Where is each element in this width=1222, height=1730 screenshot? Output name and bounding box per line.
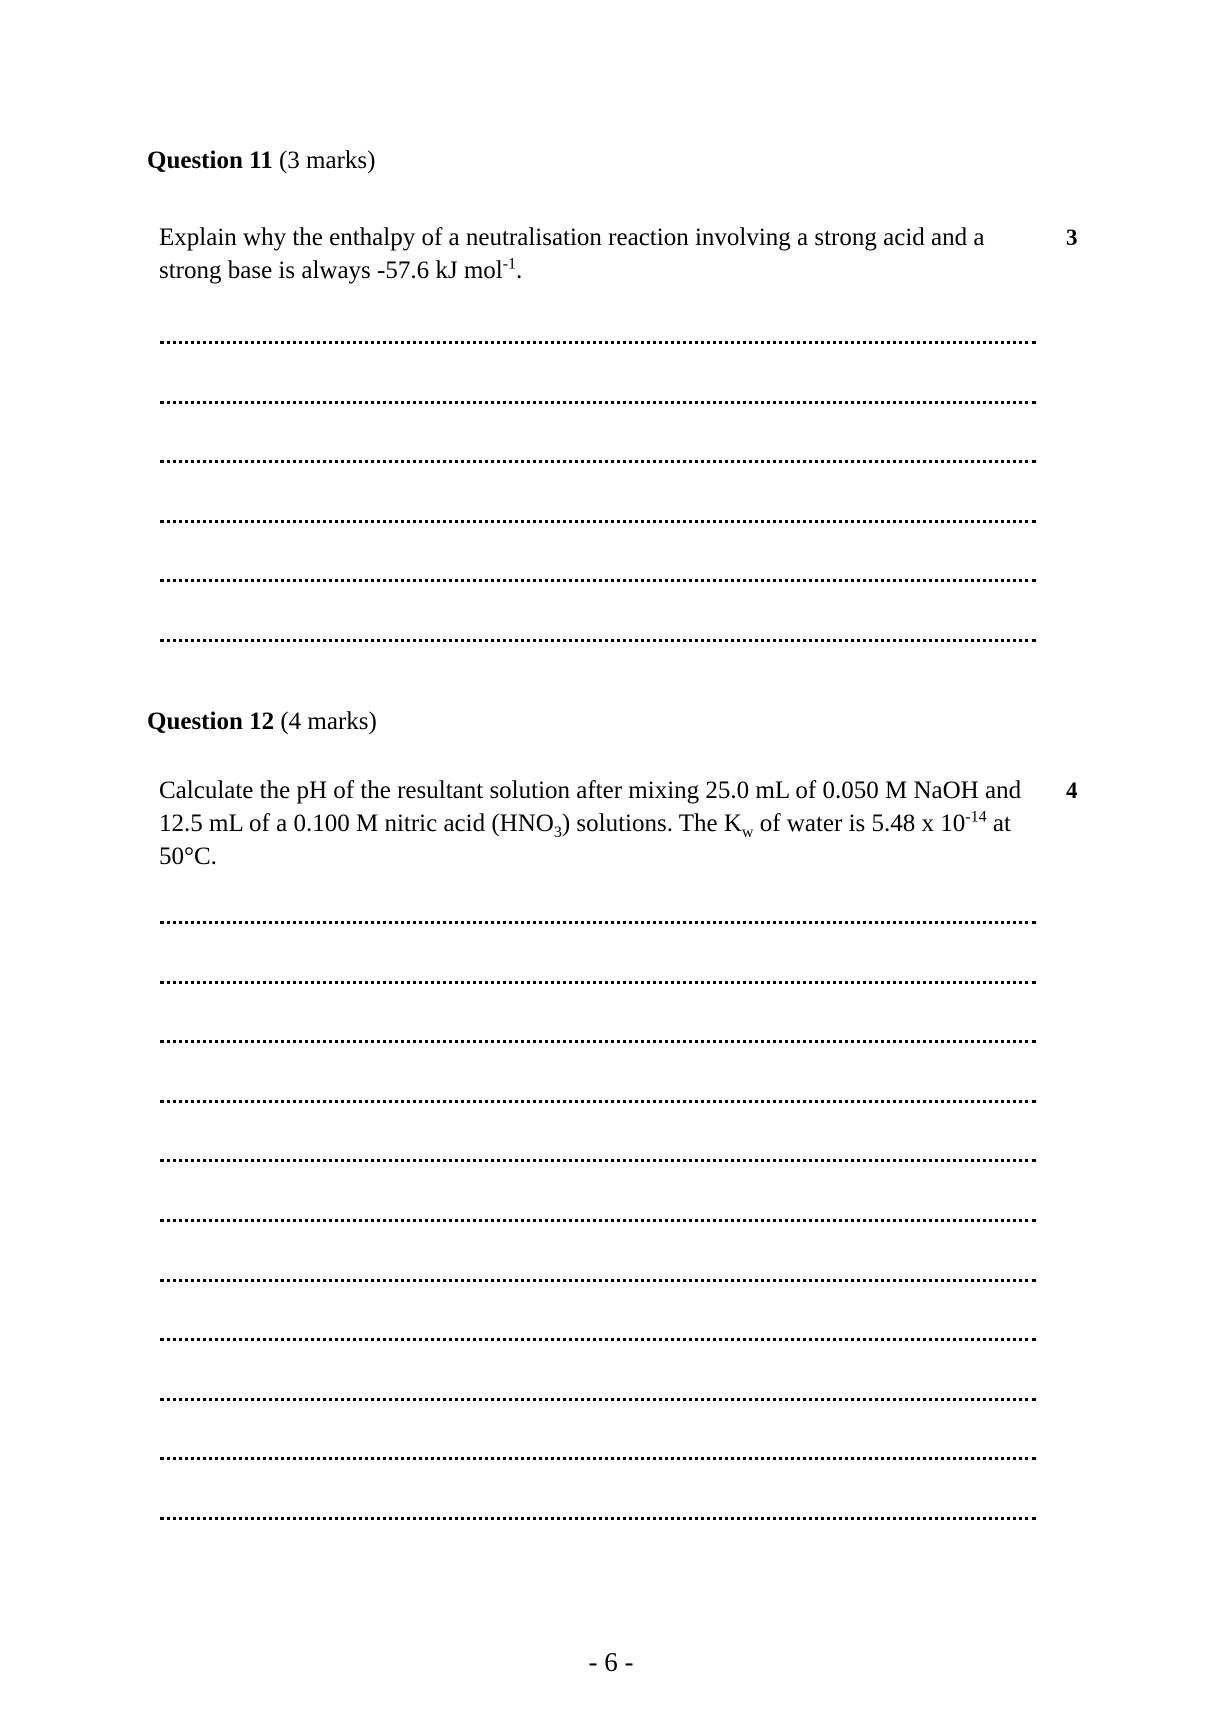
question-marks: (3 marks) <box>278 147 376 174</box>
question-11-heading <box>147 147 375 175</box>
question-11-marks: 3 <box>1066 225 1078 250</box>
question-12-marks: 4 <box>1066 778 1078 803</box>
question-number: Question 12 <box>147 708 275 735</box>
answer-line[interactable] <box>160 1100 1036 1103</box>
answer-line[interactable] <box>160 1219 1036 1222</box>
answer-line[interactable] <box>160 1457 1036 1460</box>
answer-line[interactable] <box>160 1279 1036 1282</box>
answer-line[interactable] <box>160 1398 1036 1401</box>
answer-line[interactable] <box>160 921 1036 924</box>
answer-line[interactable] <box>160 1159 1036 1162</box>
answer-line[interactable] <box>160 1338 1036 1341</box>
answer-line[interactable] <box>160 401 1036 404</box>
question-12-heading <box>147 708 377 736</box>
answer-line[interactable] <box>160 341 1036 344</box>
answer-line[interactable] <box>160 520 1036 523</box>
answer-line[interactable] <box>160 1517 1036 1520</box>
question-11-text: Explain why the enthalpy of a neutralisation reaction involving a strong acid and a strong base is always -57.6 kJ mol$^{-1}$. <box>159 224 985 284</box>
answer-line[interactable] <box>160 579 1036 582</box>
answer-line[interactable] <box>160 981 1036 984</box>
answer-line[interactable] <box>160 639 1036 642</box>
question-12-text: Calculate the pH of the resultant solution after mixing 25.0 mL of 0.050 M NaOH and 12.5 mL of a 0.100 M nitric acid $(HNO_3)$ solutions. The $K_w$ of water is 5.48 x $10^{-14}$ at 50°C. <box>159 777 1022 870</box>
answer-line[interactable] <box>160 460 1036 463</box>
question-marks: (4 marks) <box>280 708 377 735</box>
question-number: Question 11 <box>147 147 273 174</box>
answer-line[interactable] <box>160 1040 1036 1043</box>
page-number: - 6 - <box>588 1647 634 1677</box>
